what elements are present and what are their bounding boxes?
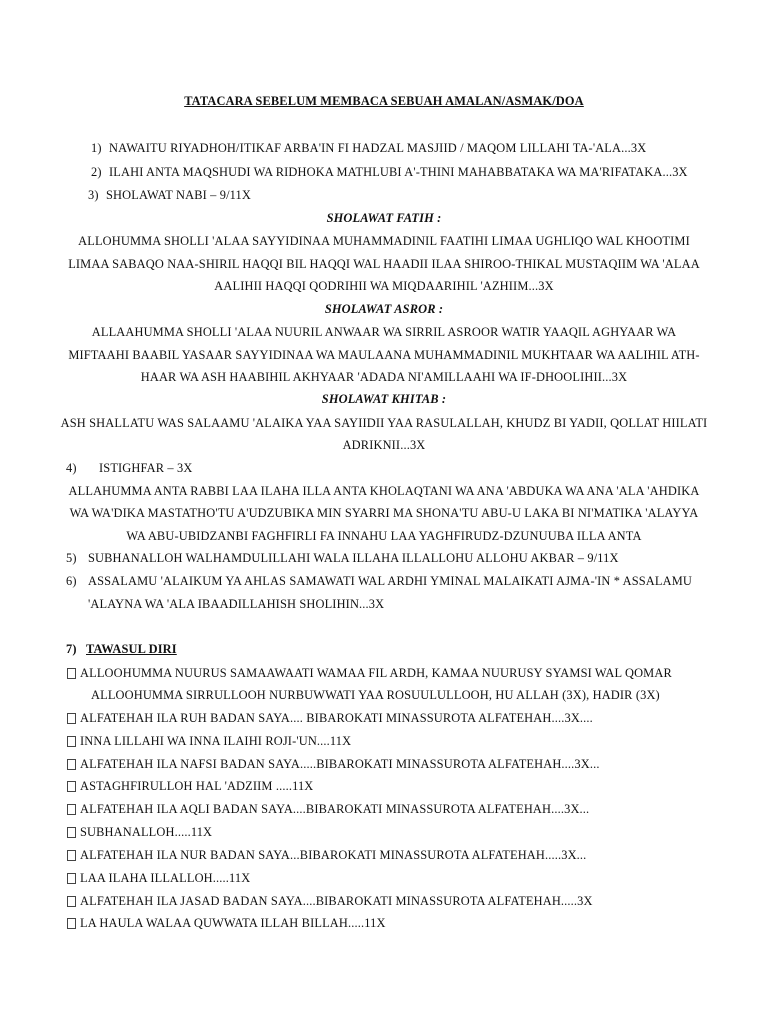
sholawat-khitab-line-2: ADRIKNII...3X (342, 438, 426, 452)
item-6-number: 6) (66, 574, 77, 588)
bullet-icon (67, 759, 76, 770)
tawasul-line-5: ASTAGHFIRULLOH HAL 'ADZIIM .....11X (80, 779, 314, 793)
sholawat-fatih-line-3: AALIHII HAQQI QODRIHII WA MIQDAARIHIL 'AZHIIM...3X (214, 279, 554, 293)
sholawat-khitab-heading: SHOLAWAT KHITAB : (321, 392, 447, 406)
item-6-text: ASSALAMU 'ALAIKUM YA AHLAS SAMAWATI WAL ARDHI YMINAL MALAIKATI AJMA-'IN * ASSALAMU (88, 574, 692, 588)
tawasul-line-6: ALFATEHAH ILA AQLI BADAN SAYA....BIBAROKATI MINASSUROTA ALFATEHAH....3X... (80, 802, 590, 816)
item-4-number: 4) (66, 461, 77, 475)
istighfar-line-1: ALLAHUMMA ANTA RABBI LAA ILAHA ILLA ANTA KHOLAQTANI WA ANA 'ABDUKA WA ANA 'ALA 'AHDIKA (68, 484, 700, 498)
bullet-icon (67, 918, 76, 929)
sholawat-fatih-line-2: LIMAA SABAQO NAA-SHIRIL HAQQI BIL HAQQI WAL HAADII ILAA SHIROO-THIKAL MUSTAQIIM WA 'ALAA (68, 257, 700, 271)
tawasul-line-3: INNA LILLAHI WA INNA ILAIHI ROJI-'UN....11X (80, 734, 352, 748)
item-2-text: ILAHI ANTA MAQSHUDI WA RIDHOKA MATHLUBI A'-THINI MAHABBATAKA WA MA'RIFATAKA...3X (109, 165, 688, 179)
item-2-number: 2) (91, 165, 102, 179)
tawasul-line-1-continuation: ALLOOHUMMA SIRRULLOOH NURBUWWATI YAA ROSUULULLOOH, HU ALLAH (3X), HADIR (3X) (91, 688, 660, 702)
item-6-line-2: 'ALAYNA WA 'ALA IBAADILLAHISH SHOLIHIN...3X (88, 597, 385, 611)
sholawat-asror-heading: SHOLAWAT ASROR : (324, 302, 444, 316)
document-title: TATACARA SEBELUM MEMBACA SEBUAH AMALAN/ASMAK/DOA (184, 94, 584, 108)
item-5-text: SUBHANALLOH WALHAMDULILLAHI WALA ILLAHA ILLALLOHU ALLOHU AKBAR – 9/11X (88, 551, 619, 565)
item-3-text: SHOLAWAT NABI – 9/11X (106, 188, 251, 202)
sholawat-asror-line-1: ALLAAHUMMA SHOLLI 'ALAA NUURIL ANWAAR WA SIRRIL ASROOR WATIR YAAQIL AGHYAAR WA (91, 325, 677, 339)
item-1-number: 1) (91, 141, 102, 155)
item-4-text: ISTIGHFAR – 3X (99, 461, 193, 475)
bullet-icon (67, 713, 76, 724)
tawasul-line-10: ALFATEHAH ILA JASAD BADAN SAYA....BIBAROKATI MINASSUROTA ALFATEHAH.....3X (80, 894, 593, 908)
sholawat-fatih-heading: SHOLAWAT FATIH : (326, 211, 442, 225)
bullet-icon (67, 896, 76, 907)
bullet-icon (67, 850, 76, 861)
bullet-icon (67, 804, 76, 815)
bullet-icon (67, 781, 76, 792)
bullet-icon (67, 668, 76, 679)
tawasul-line-7: SUBHANALLOH.....11X (80, 825, 213, 839)
tawasul-line-2: ALFATEHAH ILA RUH BADAN SAYA.... BIBAROKATI MINASSUROTA ALFATEHAH....3X.... (80, 711, 593, 725)
sholawat-asror-line-2: MIFTAAHI BAABIL YASAAR SAYYIDINAA WA MAULAANA MUHAMMADINIL MUKHTAAR WA AALIHIL ATH- (68, 348, 700, 362)
tawasul-line-11: LA HAULA WALAA QUWWATA ILLAH BILLAH.....11X (80, 916, 386, 930)
istighfar-line-2: WA WA'DIKA MASTATHO'TU A'UDZUBIKA MIN SYARRI MA SHONA'TU ABU-U LAKA BI NI'MATIKA 'ALAYYA (69, 506, 699, 520)
bullet-icon (67, 873, 76, 884)
sholawat-asror-line-3: HAAR WA ASH HAABIHIL AKHYAAR 'ADADA NI'AMILLAAHI WA IF-DHOOLIHII...3X (140, 370, 628, 384)
bullet-icon (67, 827, 76, 838)
tawasul-line-1: ALLOOHUMMA NUURUS SAMAAWAATI WAMAA FIL ARDH, KAMAA NUURUSY SYAMSI WAL QOMAR (80, 666, 672, 680)
sholawat-fatih-line-1: ALLOHUMMA SHOLLI 'ALAA SAYYIDINAA MUHAMMADINIL FAATIHI LIMAA UGHLIQO WAL KHOOTIMI (78, 234, 690, 248)
item-7-number: 7) (66, 642, 77, 656)
item-1-text: NAWAITU RIYADHOH/ITIKAF ARBA'IN FI HADZAL MASJIID / MAQOM LILLAHI TA-'ALA...3X (109, 141, 647, 155)
tawasul-line-9: LAA ILAHA ILLALLOH.....11X (80, 871, 251, 885)
item-5-number: 5) (66, 551, 77, 565)
istighfar-line-3: WA ABU-UBIDZANBI FAGHFIRLI FA INNAHU LAA YAGHFIRUDZ-DZUNUUBA ILLA ANTA (126, 529, 642, 543)
tawasul-diri-heading: TAWASUL DIRI (86, 642, 177, 656)
tawasul-line-8: ALFATEHAH ILA NUR BADAN SAYA...BIBAROKATI MINASSUROTA ALFATEHAH.....3X... (80, 848, 587, 862)
tawasul-line-4: ALFATEHAH ILA NAFSI BADAN SAYA.....BIBAROKATI MINASSUROTA ALFATEHAH....3X... (80, 757, 600, 771)
bullet-icon (67, 736, 76, 747)
sholawat-khitab-line-1: ASH SHALLATU WAS SALAAMU 'ALAIKA YAA SAYIIDII YAA RASULALLAH, KHUDZ BI YADII, QOLLAT HIILATI (60, 416, 708, 430)
item-3-number: 3) (88, 188, 99, 202)
